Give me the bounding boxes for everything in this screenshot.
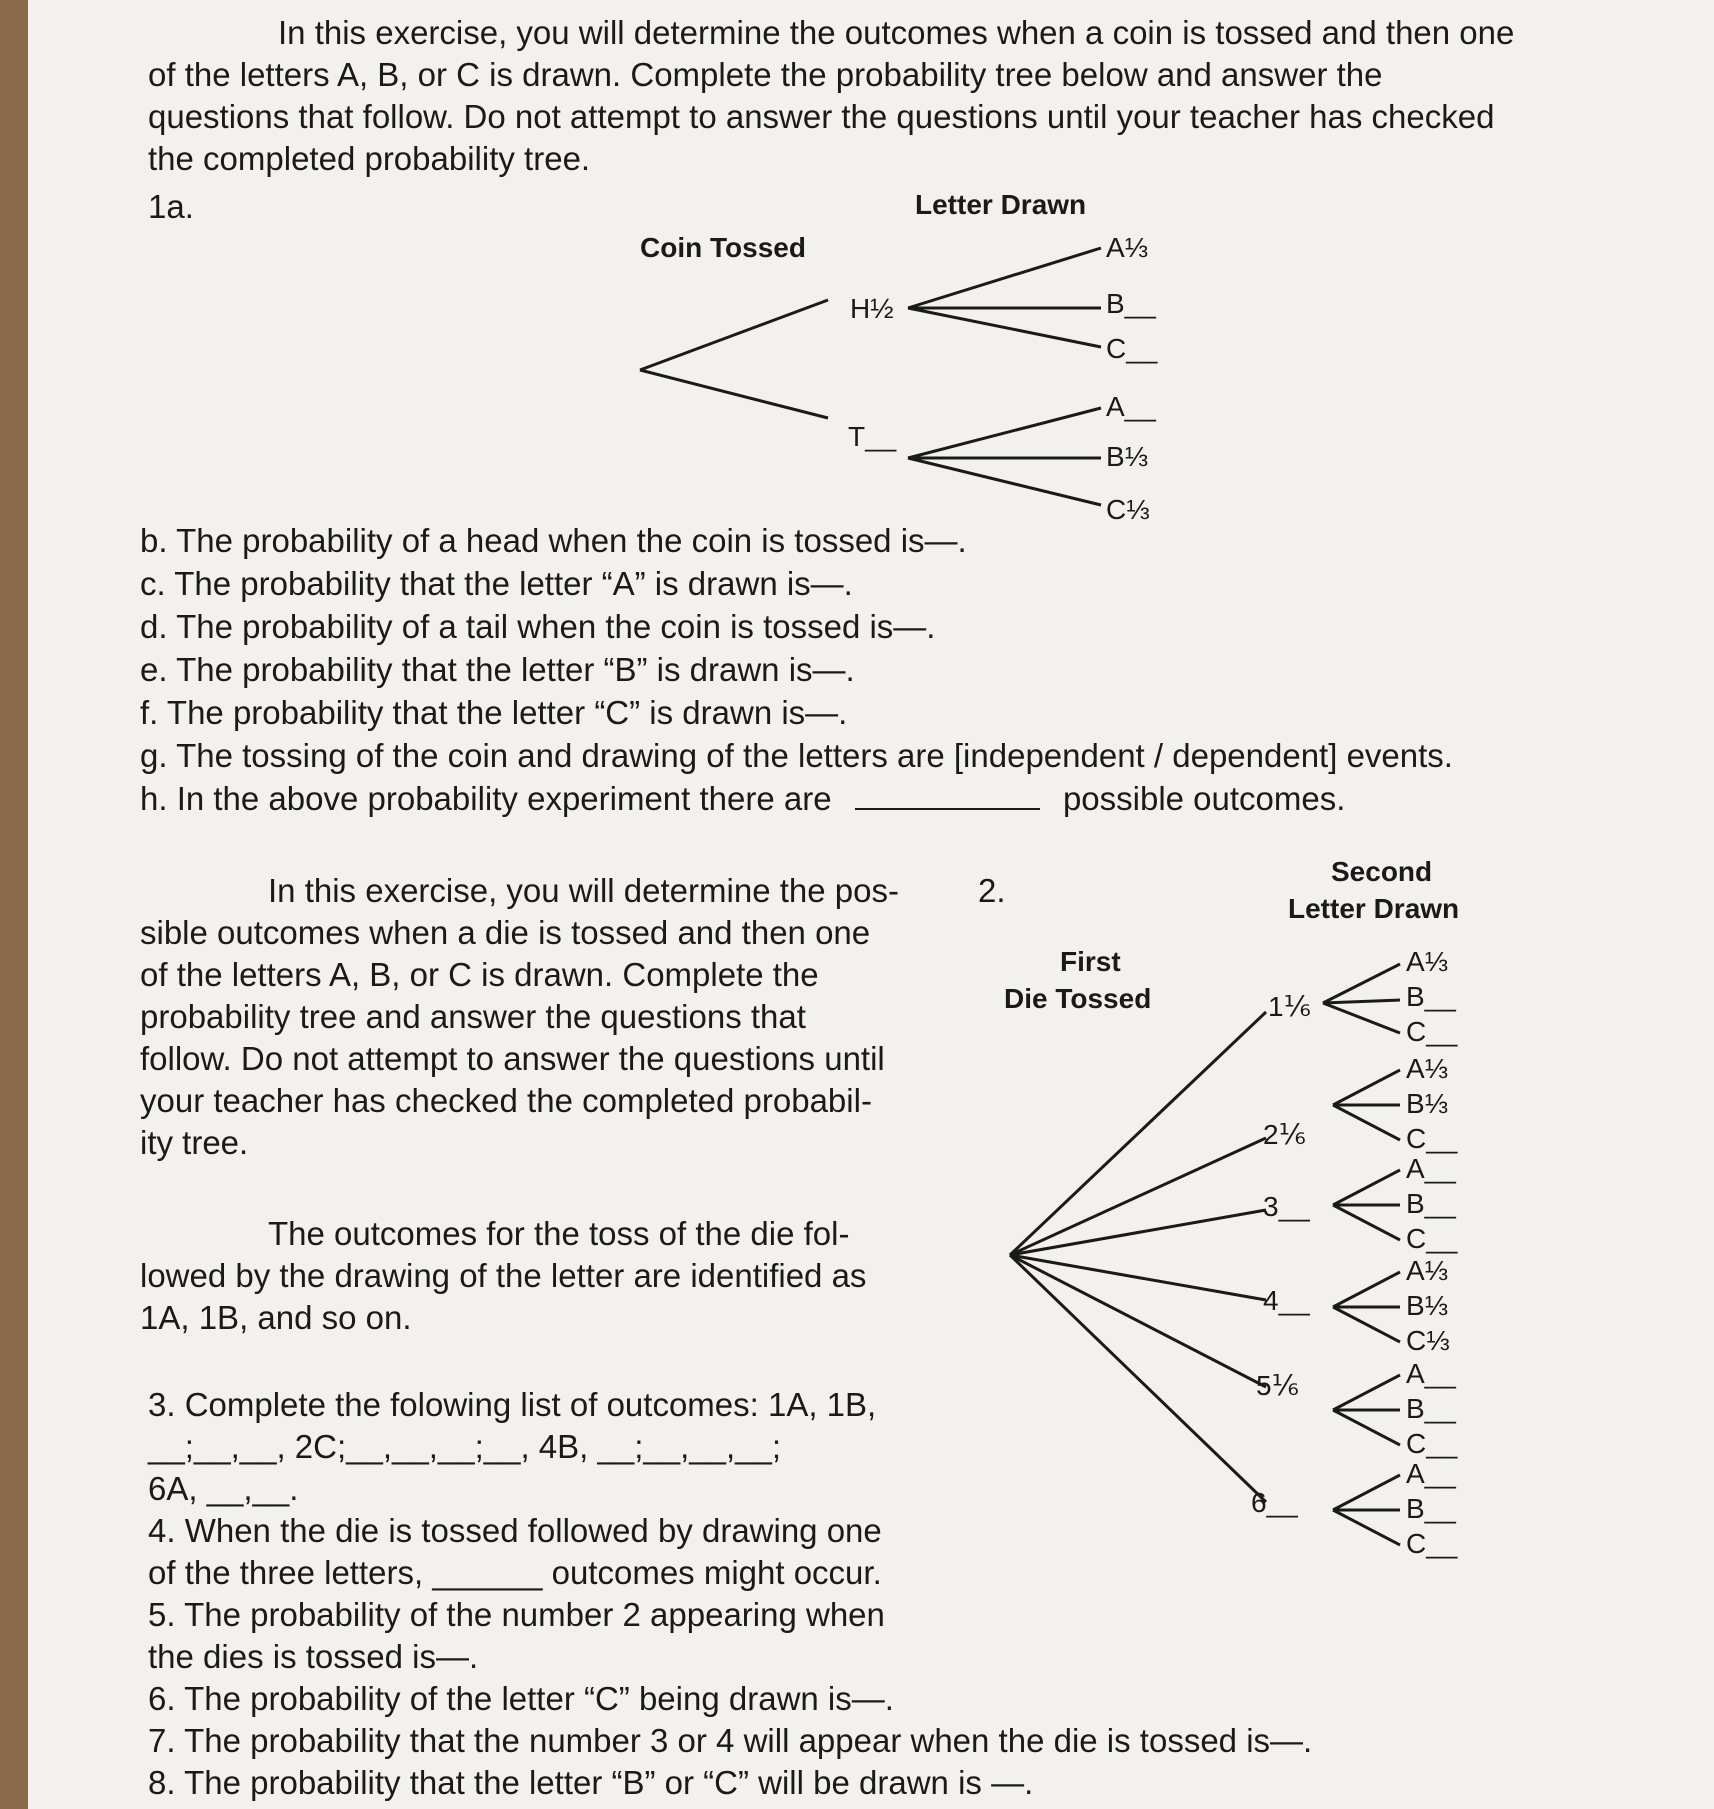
g1-letter-b: B__ — [1406, 981, 1456, 1012]
worksheet-page — [28, 0, 1714, 1809]
intro-line-3: questions that follow. Do not attempt to answer the questions until your teacher has checked — [148, 98, 1495, 135]
q5-line-1: 5. The probability of the number 2 appearing when — [148, 1596, 885, 1633]
part2-intro-2: sible outcomes when a die is tossed and then one — [140, 914, 871, 951]
part2-intro-6: your teacher has checked the completed probabil- — [140, 1082, 872, 1119]
label-1a: 1a. — [148, 188, 194, 225]
header-coin-tossed: Coin Tossed — [640, 232, 806, 263]
coin-node-h: H½ — [850, 293, 894, 324]
branch-root-5 — [1010, 1255, 1266, 1387]
g4-letter-b: B⅓ — [1406, 1290, 1449, 1321]
die-node-3: 3__ — [1263, 1191, 1310, 1222]
g3-letter-c: C__ — [1406, 1223, 1458, 1254]
t-letter-b: B⅓ — [1106, 441, 1149, 472]
t-letter-c: C⅓ — [1106, 494, 1150, 525]
intro-line-1: In this exercise, you will determine the outcomes when a coin is tossed and then one — [278, 14, 1515, 51]
die-node-2: 2⅙ — [1263, 1119, 1306, 1150]
q3-line-3: 6A, __,__. — [148, 1470, 299, 1507]
g2-letter-a: A⅓ — [1406, 1053, 1449, 1084]
g6-letter-a: A__ — [1406, 1458, 1456, 1489]
part2-number: 2. — [978, 872, 1006, 909]
header-first: First — [1060, 946, 1121, 977]
outcomes-text-3: 1A, 1B, and so on. — [140, 1299, 412, 1336]
header-die-tossed: Die Tossed — [1004, 983, 1152, 1014]
part2-intro-7: ity tree. — [140, 1124, 249, 1161]
h-letter-b: B__ — [1106, 288, 1156, 319]
part2-intro-4: probability tree and answer the questions that — [140, 998, 806, 1035]
q4-line-1: 4. When the die is tossed followed by drawing one — [148, 1512, 882, 1549]
question-8: 8. The probability that the letter “B” or “C” will be drawn is —. — [148, 1764, 1034, 1801]
intro-line-4: the completed probability tree. — [148, 140, 591, 177]
g3-letter-a: A__ — [1406, 1153, 1456, 1184]
t-letter-a: A__ — [1106, 391, 1156, 422]
g2-letter-c: C__ — [1406, 1123, 1458, 1154]
question-g: g. The tossing of the coin and drawing of the letters are [independent / dependent] events. — [140, 737, 1453, 774]
g5-letter-a: A__ — [1406, 1358, 1456, 1389]
branch-root-2 — [1010, 1138, 1266, 1255]
header-second: Second — [1331, 856, 1433, 887]
g3-letter-b: B__ — [1406, 1188, 1456, 1219]
part2-intro-3: of the letters A, B, or C is drawn. Complete the — [140, 956, 819, 993]
q3-line-1: 3. Complete the folowing list of outcomes: 1A, 1B, — [148, 1386, 877, 1423]
header-letter-drawn-2: Letter Drawn — [1288, 893, 1460, 924]
outcomes-text-2: lowed by the drawing of the letter are identified as — [140, 1257, 867, 1294]
die-node-6: 6__ — [1251, 1487, 1298, 1518]
g6-letter-b: B__ — [1406, 1493, 1456, 1524]
g4-letter-c: C⅓ — [1406, 1325, 1450, 1356]
die-node-1: 1⅙ — [1268, 991, 1311, 1022]
q3-line-2: __;__,__, 2C;__,__,__;__, 4B, __;__,__,__; — [148, 1428, 782, 1465]
die-node-4: 4__ — [1263, 1285, 1310, 1316]
header-letter-drawn: Letter Drawn — [915, 189, 1087, 220]
question-h-suffix: possible outcomes. — [1062, 780, 1346, 817]
g1-letter-c: C__ — [1406, 1016, 1458, 1047]
part2-intro-1: In this exercise, you will determine the pos- — [268, 872, 899, 909]
g2-letter-b: B⅓ — [1406, 1088, 1449, 1119]
question-e: e. The probability that the letter “B” is drawn is—. — [140, 651, 855, 688]
h-letter-a: A⅓ — [1106, 232, 1149, 263]
coin-node-t: T__ — [848, 421, 897, 452]
die-node-5: 5⅙ — [1256, 1370, 1299, 1401]
question-6: 6. The probability of the letter “C” being drawn is—. — [148, 1680, 894, 1717]
g6-letter-c: C__ — [1406, 1528, 1458, 1559]
question-c: c. The probability that the letter “A” is drawn is—. — [140, 565, 853, 602]
g5-letter-b: B__ — [1406, 1393, 1456, 1424]
q4-line-2: of the three letters, ______ outcomes might occur. — [148, 1554, 882, 1591]
branch-root-1 — [1010, 1012, 1266, 1255]
intro-line-2: of the letters A, B, or C is drawn. Complete the probability tree below and answer the — [148, 56, 1383, 93]
question-7: 7. The probability that the number 3 or 4 will appear when the die is tossed is—. — [148, 1722, 1313, 1759]
outcomes-text-1: The outcomes for the toss of the die fol- — [268, 1215, 850, 1252]
g4-letter-a: A⅓ — [1406, 1255, 1449, 1286]
question-d: d. The probability of a tail when the coin is tossed is—. — [140, 608, 936, 645]
question-h-prefix: h. In the above probability experiment there are — [140, 780, 832, 817]
g1-letter-a: A⅓ — [1406, 946, 1449, 977]
question-b: b. The probability of a head when the coin is tossed is—. — [140, 522, 967, 559]
question-f: f. The probability that the letter “C” is drawn is—. — [140, 694, 848, 731]
part2-intro-5: follow. Do not attempt to answer the questions until — [140, 1040, 885, 1077]
q5-line-2: the dies is tossed is—. — [148, 1638, 479, 1675]
h-letter-c: C__ — [1106, 333, 1158, 364]
g5-letter-c: C__ — [1406, 1428, 1458, 1459]
